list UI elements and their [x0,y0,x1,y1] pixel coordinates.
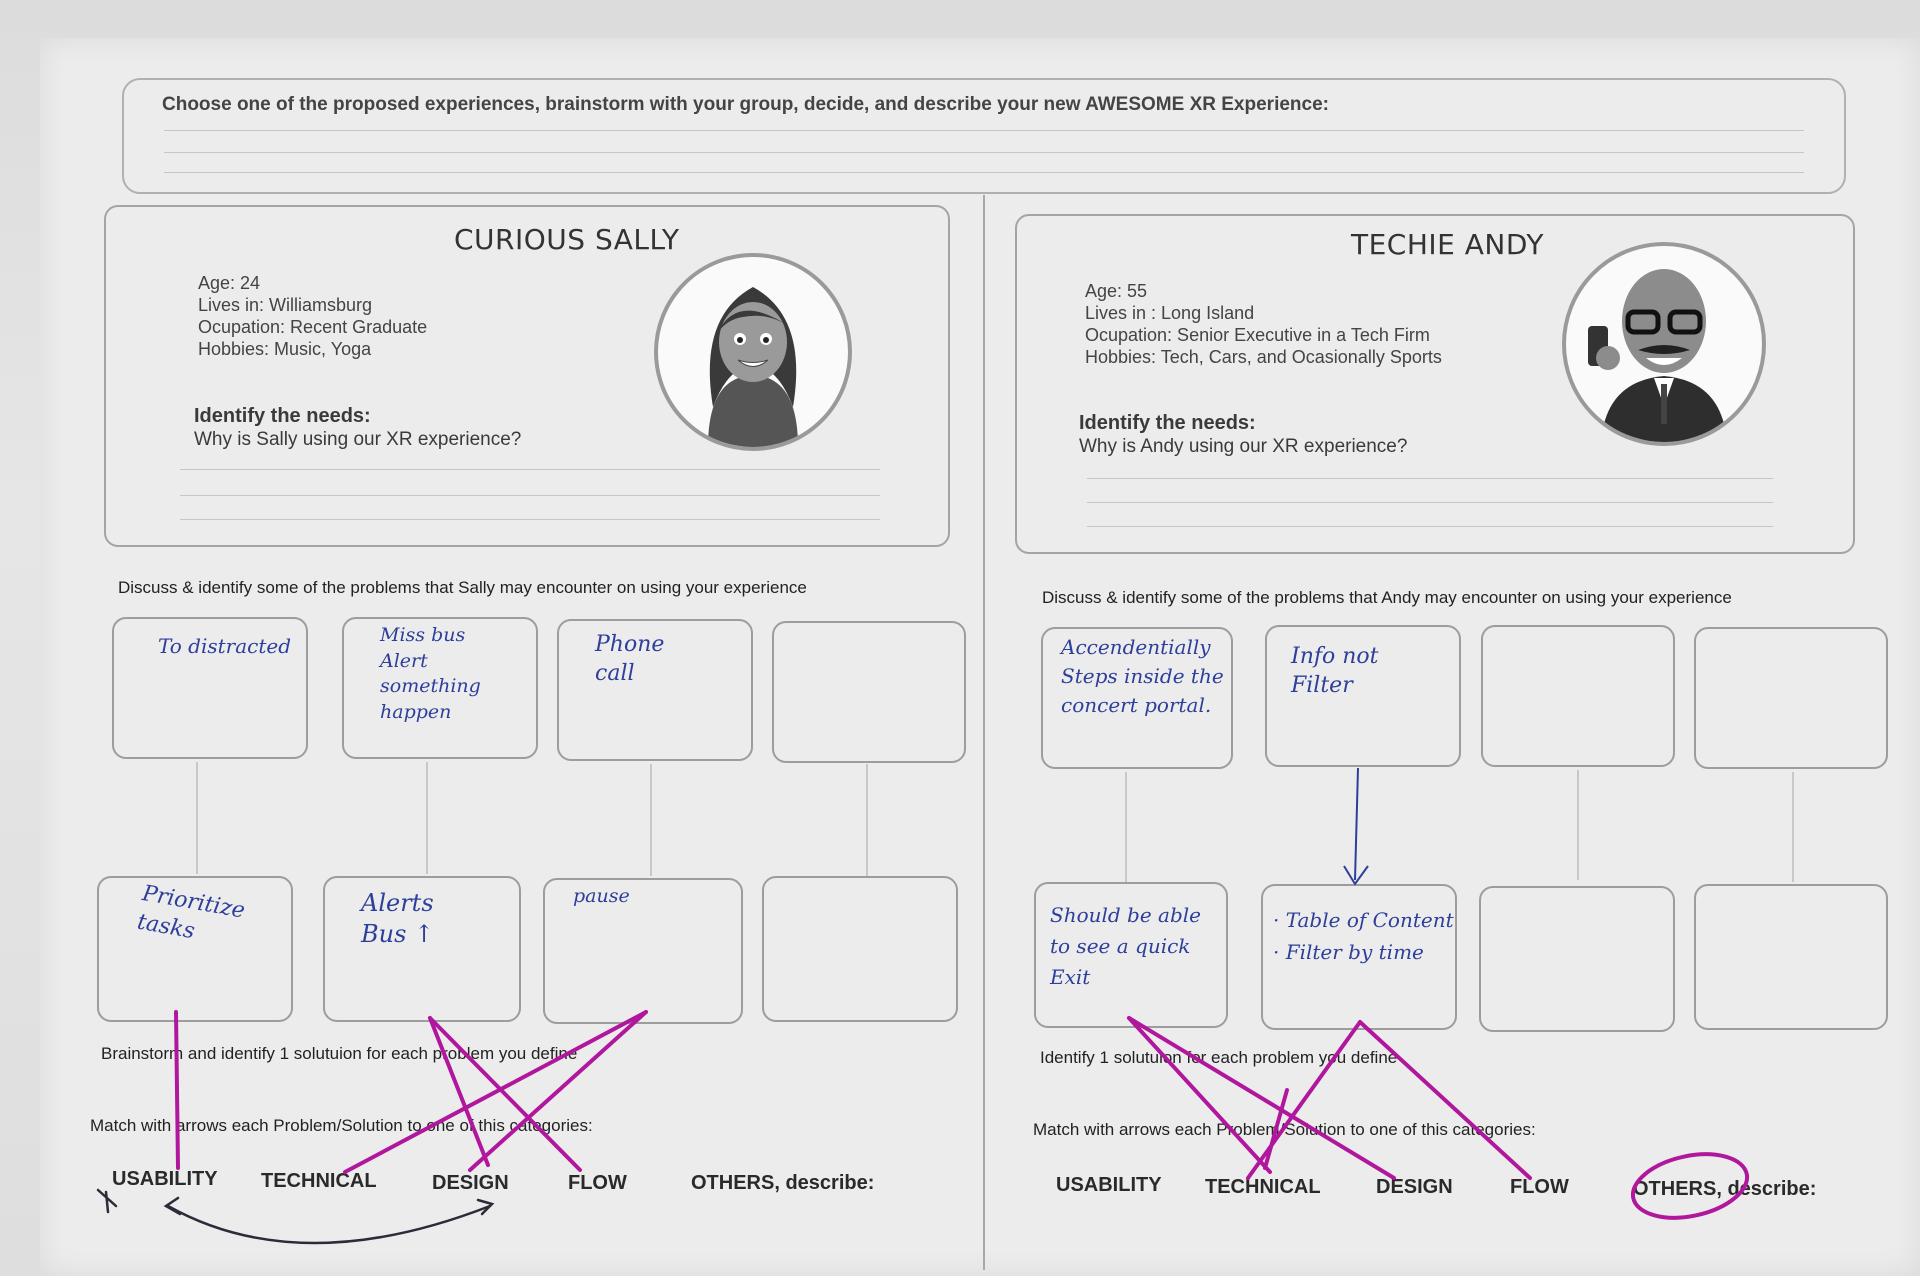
persona-hobbies: Hobbies: Music, Yoga [198,339,372,359]
category-others: OTHERS, describe: [1633,1178,1817,1200]
persona-age: Age: 55 [1085,281,1148,301]
persona-lives: Lives in: Williamsburg [198,295,373,315]
handwritten-note: pause [573,885,630,907]
marker-line [1129,1018,1394,1178]
needs-title: Identify the needs: [1079,412,1256,434]
instruction-text: Choose one of the proposed experiences, brainstorm with your group, decide, and describe your new AWESOME XR Experience: [162,94,1329,115]
category-usability: USABILITY [112,1168,218,1190]
persona-age: Age: 24 [198,273,261,293]
brainstorm-prompt: Brainstorm and identify 1 solutuion for each problem you define [101,1044,578,1063]
category-flow: FLOW [1510,1176,1569,1198]
problems-prompt: Discuss & identify some of the problems that Sally may encounter on using your experience [118,578,807,597]
category-design: DESIGN [1376,1176,1453,1198]
handwritten-note: Alerts Bus ↑ [361,889,435,949]
persona-name: TECHIE ANDY [1351,228,1544,261]
category-technical: TECHNICAL [1205,1176,1321,1198]
category-technical: TECHNICAL [261,1170,377,1192]
handwritten-note: To distracted [158,634,292,658]
persona-lives: Lives in : Long Island [1085,303,1255,323]
pen-curve [168,1206,490,1243]
persona-occupation: Ocupation: Senior Executive in a Tech Firm [1085,325,1430,345]
handwritten-note: Accendentially Steps inside the concert portal. [1061,635,1224,717]
marker-line [176,1012,178,1168]
handwritten-note: Prioritize tasks [135,881,247,944]
persona-occupation: Ocupation: Recent Graduate [198,317,428,337]
category-others: OTHERS, describe: [691,1172,875,1194]
pen-scribble [98,1190,116,1212]
persona-hobbies: Hobbies: Tech, Cars, and Ocasionally Sports [1085,347,1442,367]
pen-arrowhead [166,1198,180,1214]
marker-line [430,1018,488,1165]
handwritten-note: Should be able to see a quick Exit [1050,903,1202,989]
category-usability: USABILITY [1056,1174,1162,1196]
match-prompt: Match with arrows each Problem/Solution to one of this categories: [1033,1120,1536,1139]
marker-line [1129,1018,1270,1172]
handwritten-note: Info not Filter [1291,644,1379,698]
persona-name: CURIOUS SALLY [454,223,680,256]
pen-arrow [1355,768,1358,880]
marker-circle [1627,1145,1753,1228]
brainstorm-prompt: Identify 1 solutuion for each problem you define [1040,1048,1398,1067]
needs-question: Why is Andy using our XR experience? [1079,436,1408,457]
problems-prompt: Discuss & identify some of the problems that Andy may encounter on using your experience [1042,588,1732,607]
match-prompt: Match with arrows each Problem/Solution to one of this categories: [90,1116,593,1135]
handwritten-note: Phone call [595,632,665,686]
handwritten-note: · Table of Content · Filter by time [1273,908,1454,964]
needs-title: Identify the needs: [194,405,371,427]
category-design: DESIGN [432,1172,509,1194]
handwritten-note: Miss bus Alert something happen [380,624,481,723]
marker-line [1360,1022,1530,1178]
category-flow: FLOW [568,1172,627,1194]
needs-question: Why is Sally using our XR experience? [194,429,522,450]
